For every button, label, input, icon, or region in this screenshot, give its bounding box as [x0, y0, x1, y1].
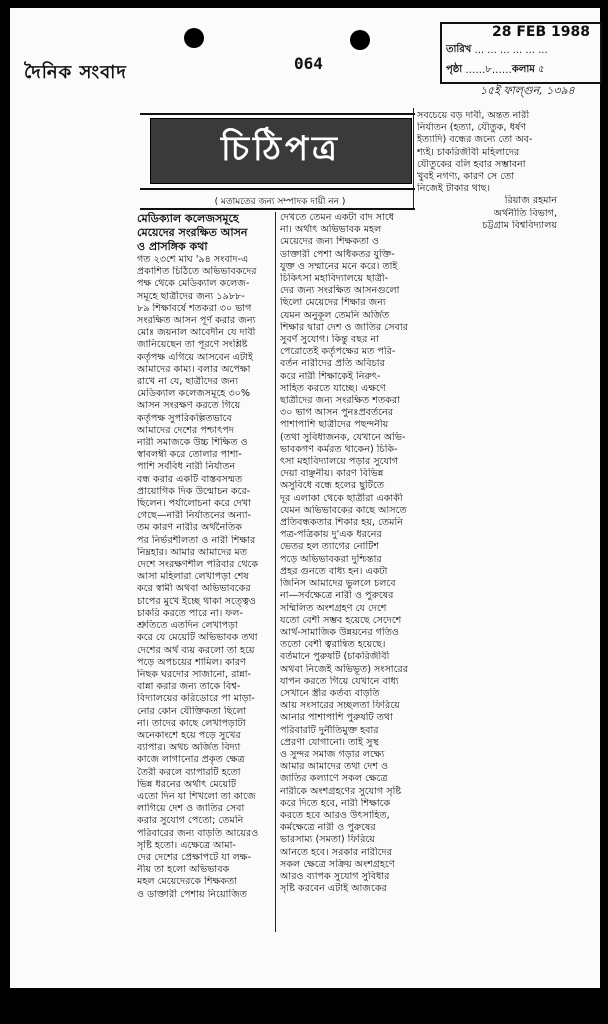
- punch-hole: [350, 30, 370, 50]
- text-line: যেমন অনুকূল তেমনি অর্জিত: [280, 309, 390, 321]
- text-line: বর্তন নারীদের প্রতি অবিচার: [280, 358, 385, 370]
- text-line: তম কারণ নারীর অর্থনৈতিক: [137, 522, 242, 534]
- text-line: সবচেয়ে বড় দাবী, অন্তত নারী: [417, 110, 530, 121]
- text-line: যৌতুকের বলি হবার সম্ভাবনা: [417, 158, 526, 170]
- text-line: আরও ব্যাপক সুযোগ সুবিধার: [280, 870, 390, 882]
- article-column-3: [417, 110, 567, 232]
- column-divider: [275, 212, 276, 932]
- punch-hole: [184, 28, 204, 48]
- text-line: আমার আমাদের তথা দেশ ও: [280, 761, 389, 773]
- author-signature: চট্টগ্রাম বিশ্ববিদ্যালয়: [482, 219, 557, 231]
- stamp-page-label: পৃষ্ঠা: [446, 63, 463, 75]
- stamp-date-label: তারিখ: [446, 43, 472, 55]
- text-line: ৎসা মহাবিদ্যালয়ে পড়ার সুযোগ: [280, 456, 399, 468]
- article-headline: মেডিক্যাল কলেজসমূহে: [137, 212, 239, 225]
- text-line: মেয়েদের জন্য শিক্ষকতা ও: [280, 236, 380, 248]
- author-signature: রিয়াজ রহমান: [504, 195, 557, 207]
- text-line: কাজে লাগানোর প্রকৃত ক্ষেত্র: [137, 754, 245, 766]
- text-line: প্রেরণা যোগানো। তাই সুস্থ: [280, 736, 379, 748]
- date-stamp: 28 FEB 1988 তারিখ ... ... ... ... ... ... পৃষ্ঠা …… ৮ …… কলাম ৫: [440, 22, 602, 84]
- text-line: সমূহে ছাত্রীদের জন্য ১৯৮৮-: [137, 290, 245, 302]
- text-line: সকল ক্ষেত্রে সক্রিয় অংশগ্রহণে: [280, 858, 395, 870]
- newspaper-masthead: দৈনিক সংবাদ: [24, 62, 127, 83]
- text-line: ভারসাম্য (সমতা) ফিরিয়ে: [280, 834, 375, 846]
- text-line: চাপের মুখে ইচ্ছে থাকা সত্ত্বেও: [137, 595, 256, 607]
- text-line: জানিয়েছেন তা পূরণে সংশ্লিষ্ট: [137, 339, 248, 351]
- article-headline: মেয়েদের সংরক্ষিত আসন: [137, 226, 248, 239]
- text-line: কর্তৃপক্ষ এগিয়ে আসবেন এটাই: [137, 351, 253, 363]
- text-line: শ্রুতিতে এতদিন লেখাপড়া: [137, 620, 238, 632]
- text-line: ভেতর হল ত্যাগের নোটিশ: [280, 541, 380, 553]
- text-line: সৃষ্টি হতো। এক্ষেত্রে আমা-: [137, 839, 236, 851]
- text-line: প্রহর গুনতে বাধ্য হন। একটা: [280, 565, 388, 577]
- text-line: (তথা সুবিধাজনক, যেখানে অভি-: [280, 431, 406, 443]
- text-line: করতে হবে আরও উৎসাহিত,: [280, 809, 390, 821]
- text-line: সৃষ্টি করবেন এটাই আজকের: [280, 883, 387, 895]
- text-line: লাগিয়ে দেশ ও জাতির সেবা: [137, 803, 245, 815]
- stamp-page-value: ৮: [485, 63, 492, 75]
- text-line: পড়ে অভিভাবকরা দুশ্চিন্তার: [280, 553, 382, 565]
- section-title-banner: [150, 118, 412, 184]
- text-line: জাতির কল্যাণে সকল ক্ষেত্রে: [280, 773, 388, 785]
- text-line: সুবর্ণ সুযোগ। কিন্তু বছর না: [280, 334, 379, 346]
- stamp-date: 28 FEB 1988: [492, 24, 590, 40]
- text-line: রাখে না যে, ছাত্রীদের জন্য: [137, 376, 239, 388]
- text-line: মহল মেয়েদেরকে শিক্ষকতা: [137, 876, 237, 888]
- text-line: না। অর্থাৎ অভিভাবক মহল: [280, 224, 382, 236]
- text-line: অনেকাংশে হয়ে পড়ে সুখের: [137, 729, 241, 741]
- text-line: শিক্ষার দ্বারা দেশ ও জাতির সেবার: [280, 321, 408, 333]
- text-line: আমাদের দেশের পশ্চাৎপদ: [137, 424, 234, 436]
- text-line: পড়ে অপচয়ের শামিল। কারণ: [137, 656, 246, 668]
- text-line: ৩০ ভাগ আসন পুনঃপ্রবর্তনের: [280, 407, 394, 419]
- text-line: বন্ধ করার একটি বাস্তবসম্মত: [137, 473, 243, 485]
- text-line: খুবই নগণ্য, কারণ সে তো: [417, 171, 515, 183]
- text-line: করার সুযোগ পেতো; তেমনি: [137, 815, 244, 827]
- text-line: প্রতিবন্ধকতার শিকার হয়, তেমনি: [280, 517, 403, 529]
- divider: [140, 113, 415, 115]
- article-column-1: [137, 212, 273, 901]
- text-line: এতো দিন যা শিখলো তা কাজে: [137, 790, 256, 802]
- text-line: পক্ষ থেকে মেডিক্যাল কলেজ-: [137, 278, 250, 290]
- text-line: প্রায়োগিক দিক উন্মোচন করে-: [137, 485, 251, 497]
- text-line: দেশে সংরক্ষণশীল পরিবার থেকে: [137, 559, 259, 571]
- text-line: দেশের অর্থ ব্যয় করলো তা হয়ে: [137, 644, 255, 656]
- text-line: নিছক ঘরদোর সাজানো, রান্না-: [137, 668, 251, 680]
- text-line: পর নির্ভরশীলতা ও নারী শিক্ষার: [137, 534, 256, 546]
- text-line: নোর কোন যৌক্তিকতা ছিলো: [137, 705, 247, 717]
- text-line: পাশাপাশি ছাত্রীদের পছন্দনীয়: [280, 419, 389, 431]
- text-line: আসা মহিলারা লেখাপড়া শেষ: [137, 571, 249, 583]
- divider: [140, 188, 415, 190]
- text-line: না। তাদের কাছে লেখাপড়াটা: [137, 717, 246, 729]
- text-line: ততো বেশী ত্বরান্বিত হয়েছে।: [280, 639, 386, 651]
- text-line: মেডিক্যাল কলেজসমূহে ৩০%: [137, 388, 250, 400]
- text-line: যতো বেশী সম্ভব হয়েছে সেদেশে: [280, 614, 402, 626]
- text-line: আর্থ-সামাজিক উন্নয়নের গতিও: [280, 626, 399, 638]
- text-line: নীয় তা হলো অভিভাবক: [137, 864, 230, 876]
- text-line: অসুবিধে বন্ধে হলের ছুটিতে: [280, 480, 385, 492]
- text-line: তৈরী করলে ব্যাপারটি হতো: [137, 766, 241, 778]
- text-line: পরিবারের জন্য বাড়তি আয়েরও: [137, 827, 259, 839]
- page-code: 064: [294, 54, 323, 73]
- text-line: ও সুন্দর সমাজ গড়ার লক্ষ্যে: [280, 748, 385, 760]
- text-line: সাহিত করতে যাচ্ছে। এক্ষণে: [280, 382, 386, 394]
- text-line: প্রকাশিত চিঠিতে অভিভাবকদের: [137, 266, 257, 278]
- text-line: মোঃ জয়নাল আবেদীন যে দাবী: [137, 327, 256, 339]
- text-line: ভিন্ন ধরনের অর্থাৎ মেয়েটি: [137, 778, 237, 790]
- text-line: গত ২৩শে মাঘ '৯৪ সংবাদ-এ: [137, 254, 249, 265]
- divider: [413, 108, 414, 208]
- text-line: না—সর্বক্ষেত্রে নারী ও পুরুষের: [280, 590, 394, 602]
- text-line: পাশি সর্ববিধ নারী নির্যাতন: [137, 461, 236, 473]
- text-line: সংরক্ষিত আসন পূর্ণ করার জন্য: [137, 315, 256, 327]
- text-line: দেয়া বাঞ্ছনীয়। কারণ বিভিন্ন: [280, 468, 384, 480]
- text-line: ভাবকগণ কর্মরত থাকেন) চিকি-: [280, 443, 398, 455]
- text-line: ইত্যাদি) বন্ধের জন্যে তো অব-: [417, 134, 533, 146]
- text-line: দের দেশের প্রেক্ষাপটে যা লক্ষ-: [137, 851, 252, 863]
- text-line: ও ডাক্তারী পেশায় নিয়োজিত: [137, 888, 247, 900]
- text-line: স্বাবলম্বী করে তোলার পাশা-: [137, 449, 242, 461]
- text-line: ব্যাপার। অথচ অর্জিত বিদ্যা: [137, 742, 241, 754]
- text-line: আনতে হবে। সরকার নারীদের: [280, 846, 392, 858]
- divider: [140, 208, 415, 210]
- text-line: ৮৯ শিক্ষাবর্ষে শতকরা ৩০ ভাগ: [137, 302, 252, 314]
- handwritten-date: ১৫ই ফাল্গুন, ১৩৯৪: [480, 84, 575, 97]
- text-line: বিদ্যালয়ের করিডোরে পা মাড়া-: [137, 693, 255, 705]
- text-line: নিম্নহার। আমার আমাদের মত: [137, 546, 248, 558]
- text-line: নারীকে অংশগ্রহণের সুযোগ সৃষ্টি: [280, 785, 402, 797]
- newspaper-clipping-page: [10, 8, 600, 988]
- article-headline: ও প্রাসঙ্গিক কথা: [137, 240, 208, 253]
- text-line: দূর এলাকা থেকে ছাত্রীরা একাকী: [280, 492, 403, 504]
- text-line: বান্না করার জন্য তাকে বিশ্ব-: [137, 681, 241, 693]
- text-line: করে যে মেয়েটি অভিভাবক তথা: [137, 632, 258, 644]
- text-line: আমাদের কাম্য। বলার অপেক্ষা: [137, 363, 251, 375]
- text-line: শ্যই। চাকরিজীবী মহিলাদের: [417, 146, 520, 158]
- text-line: চাকরি করতে পারে না। ফল-: [137, 607, 243, 619]
- text-line: অথবা নিজেই অভিভূত) সংসারের: [280, 663, 408, 675]
- text-line: নির্যাতন (হত্যা, যৌতুক, ধর্ষণ: [417, 122, 527, 134]
- text-line: আয় সংসারের সচ্ছলতা ফিরিয়ে: [280, 700, 400, 712]
- text-line: যাপন করতে গিয়ে যেখানে বাধ্য: [280, 675, 399, 687]
- text-line: আসন সংরক্ষণ করতে গিয়ে: [137, 400, 241, 412]
- text-line: আনার পাশাপাশি পুরুষটি তথা: [280, 712, 393, 724]
- author-signature: অর্থনীতি বিভাগ,: [493, 207, 557, 219]
- text-line: দের জন্য সংরক্ষিত আসনগুলো: [280, 285, 400, 297]
- stamp-date-dots: ... ... ... ... ... ...: [474, 44, 548, 56]
- text-line: জিনিস আমাদের ভুললে চলবে: [280, 578, 396, 590]
- text-line: করে স্বামী অথবা অভিভাবকের: [137, 583, 251, 595]
- text-line: ডাক্তারী পেশা অধিকতর যুক্তি-: [280, 248, 395, 260]
- text-line: পরিবারটি দুর্নীতিমুক্ত হবার: [280, 724, 379, 736]
- text-line: ছিলেন। পর্যালোচনা করে দেখা: [137, 498, 252, 510]
- text-line: যেমন অভিভাবকের কাছে আসতে: [280, 504, 407, 516]
- disclaimer: ( মতামতের জন্য সম্পাদক দায়ী নন ): [214, 197, 346, 207]
- text-line: করে দিতে হবে, নারী শিক্ষাকে: [280, 797, 391, 809]
- stamp-column-value: ৫: [537, 63, 545, 75]
- text-line: বর্তমানে পুরুষটি (চাকরিজীবী: [280, 651, 390, 663]
- text-line: নিজেই টাকার থাছ।: [417, 183, 491, 195]
- text-line: করে নারী শিক্ষাকেই নিরুৎ-: [280, 370, 381, 382]
- text-line: নারী সমাজকে উচ্চ শিক্ষিত ও: [137, 437, 248, 449]
- text-line: সম্মিলিত অংশগ্রহণ যে দেশে: [280, 602, 387, 614]
- text-line: পেরোতেই কর্তৃপক্ষের মত পরি-: [280, 346, 396, 358]
- text-line: যুক্ত ও সম্মানের মনে করে। তাই: [280, 260, 398, 272]
- stamp-column-label: কলাম: [511, 63, 535, 75]
- text-line: পত্র-পত্রিকায় দু'এক ধরনের: [280, 529, 382, 541]
- text-line: কর্মক্ষেত্রে নারী ও পুরুষের: [280, 822, 376, 834]
- text-line: গেছে—নারী নির্যাতনের অন্যা-: [137, 510, 251, 522]
- text-line: ছিলো মেয়েদের শিক্ষার জন্য: [280, 297, 386, 309]
- article-column-2: [280, 212, 416, 895]
- text-line: ছাত্রীদের জন্য সংরক্ষিত শতকরা: [280, 395, 400, 407]
- text-line: চিকিৎসা মহাবিদ্যালয়ে ছাত্রী-: [280, 273, 389, 285]
- text-line: দেখতে তেমন একটা বাদ সাধে: [280, 212, 395, 223]
- text-line: কর্তৃপক্ষ সুপরিকল্পিতভাবে: [137, 412, 232, 424]
- letters-section: [135, 108, 605, 938]
- section-title: চিঠিপত্র: [220, 128, 342, 169]
- text-line: সেখানে স্ত্রীর কর্তব্য বাড়তি: [280, 687, 380, 699]
